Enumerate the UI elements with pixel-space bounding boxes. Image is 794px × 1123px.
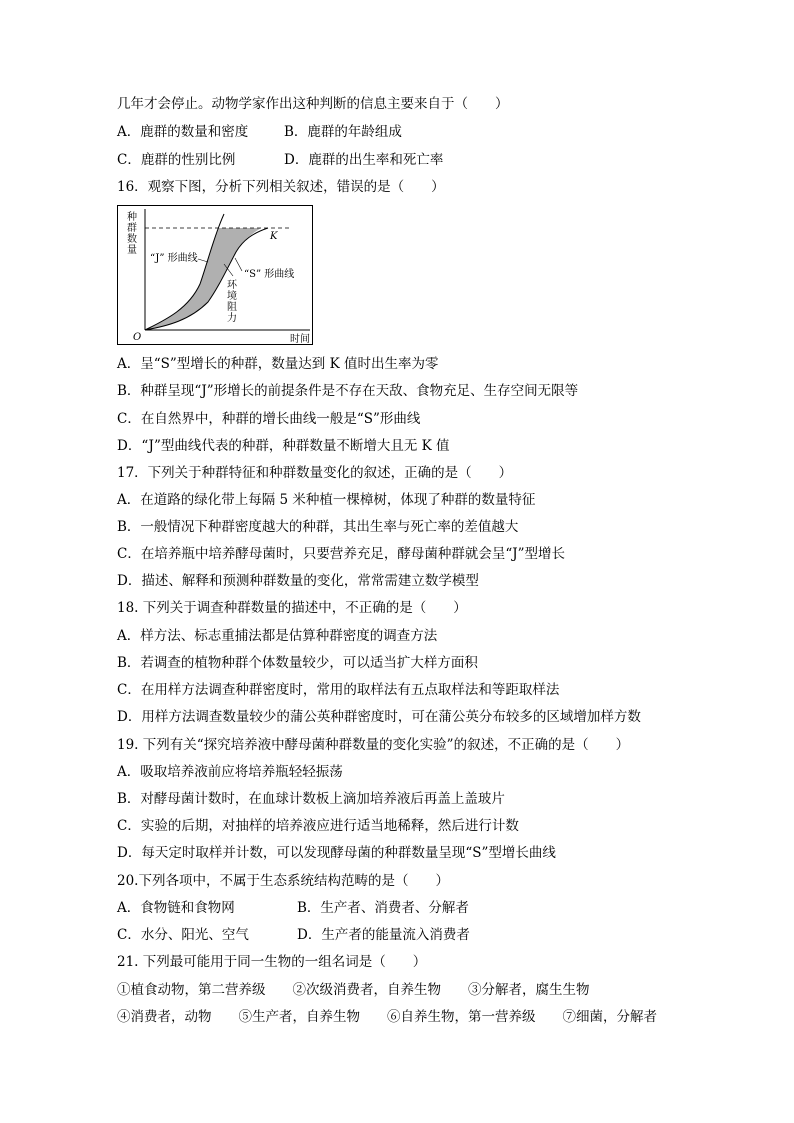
option-q19-d: D．每天定时取样并计数，可以发现酵母菌的种群数量呈现“S”型增长曲线 bbox=[117, 845, 556, 861]
option-q17-c: C．在培养瓶中培养酵母菌时，只要营养充足，酵母菌种群就会呈“J”型增长 bbox=[117, 546, 566, 562]
env-label-4: 力 bbox=[227, 313, 237, 324]
option-q19-c: C．实验的后期，对抽样的培养液应进行适当地稀释，然后进行计数 bbox=[117, 818, 519, 834]
option-q20-c: C．水分、阳光、空气 bbox=[117, 927, 249, 943]
origin-label: O bbox=[133, 332, 142, 343]
q21-choices-row-2: ④消费者，动物 ⑤生产者，自养生物 ⑥自养生物，第一营养级 ⑦细菌，分解者 bbox=[117, 1009, 657, 1025]
y-axis-label-4: 量 bbox=[127, 245, 137, 256]
option-q16-a: A．呈“S”型增长的种群，数量达到 K 值时出生率为零 bbox=[117, 356, 439, 372]
option-q15-d: D．鹿群的出生率和死亡率 bbox=[284, 152, 444, 168]
env-label-3: 阻 bbox=[227, 302, 237, 313]
env-label-2: 境 bbox=[227, 291, 237, 302]
question-16: 16．观察下图，分析下列相关叙述，错误的是（ ） bbox=[117, 179, 445, 195]
q21-choices-row-1: ①植食动物，第二营养级 ②次级消费者，自养生物 ③分解者，腐生生物 bbox=[117, 982, 590, 998]
question-18: 18. 下列关于调查种群数量的描述中，不正确的是（ ） bbox=[117, 600, 467, 616]
y-axis-label-1: 种 bbox=[127, 212, 137, 223]
option-q20-a: A．食物链和食物网 bbox=[117, 900, 235, 916]
question-19: 19. 下列有关“探究培养液中酵母菌种群数量的变化实验”的叙述，不正确的是（ ） bbox=[117, 737, 630, 753]
option-q19-a: A．吸取培养液前应将培养瓶轻轻振荡 bbox=[117, 764, 343, 780]
option-q15-b: B．鹿群的年龄组成 bbox=[284, 124, 402, 140]
line-q15-tail: 几年才会停止。动物学家作出这种判断的信息主要来自于（ ） bbox=[117, 96, 509, 112]
j-curve-label: “J” 形曲线 bbox=[150, 253, 198, 264]
growth-curve-svg bbox=[118, 206, 314, 346]
j-label-leader bbox=[198, 259, 208, 262]
option-q16-b: B．种群呈现“J”形增长的前提条件是不存在天敌、食物充足、生存空间无限等 bbox=[117, 383, 579, 399]
k-label: K bbox=[270, 231, 278, 242]
option-q20-b: B．生产者、消费者、分解者 bbox=[297, 900, 469, 916]
option-q16-c: C．在自然界中，种群的增长曲线一般是“S”形曲线 bbox=[117, 411, 421, 427]
y-axis-label-2: 群 bbox=[127, 223, 137, 234]
option-q15-c: C．鹿群的性别比例 bbox=[117, 152, 236, 168]
option-q18-b: B．若调查的植物种群个体数量较少，可以适当扩大样方面积 bbox=[117, 655, 478, 671]
question-17: 17．下列关于种群特征和种群数量变化的叙述，正确的是（ ） bbox=[117, 465, 513, 481]
s-curve-label: “S” 形曲线 bbox=[244, 269, 295, 280]
option-q19-b: B．对酵母菌计数时，在血球计数板上滴加培养液后再盖上盖玻片 bbox=[117, 791, 505, 807]
option-q17-a: A．在道路的绿化带上每隔 5 米种植一棵樟树，体现了种群的数量特征 bbox=[117, 492, 536, 508]
s-label-leader bbox=[235, 258, 242, 271]
option-q20-d: D．生产者的能量流入消费者 bbox=[297, 927, 470, 943]
option-q15-a: A．鹿群的数量和密度 bbox=[117, 124, 249, 140]
env-label-1: 环 bbox=[227, 280, 237, 291]
population-growth-figure bbox=[117, 205, 313, 345]
option-q16-d: D．“J”型曲线代表的种群，种群数量不断增大且无 K 值 bbox=[117, 438, 450, 454]
question-20: 20.下列各项中，不属于生态系统结构范畴的是（ ） bbox=[117, 873, 449, 889]
option-q18-d: D．用样方法调查数量较少的蒲公英种群密度时，可在蒲公英分布较多的区域增加样方数 bbox=[117, 709, 641, 725]
y-axis-label-3: 数 bbox=[127, 234, 137, 245]
x-axis-label: 时间 bbox=[290, 334, 310, 345]
question-21: 21. 下列最可能用于同一生物的一组名词是（ ） bbox=[117, 954, 427, 970]
option-q17-b: B．一般情况下种群密度越大的种群，其出生率与死亡率的差值越大 bbox=[117, 519, 519, 535]
option-q17-d: D．描述、解释和预测种群数量的变化，常常需建立数学模型 bbox=[117, 573, 479, 589]
option-q18-a: A．样方法、标志重捕法都是估算种群密度的调查方法 bbox=[117, 628, 438, 644]
option-q18-c: C．在用样方法调查种群密度时，常用的取样法有五点取样法和等距取样法 bbox=[117, 682, 560, 698]
